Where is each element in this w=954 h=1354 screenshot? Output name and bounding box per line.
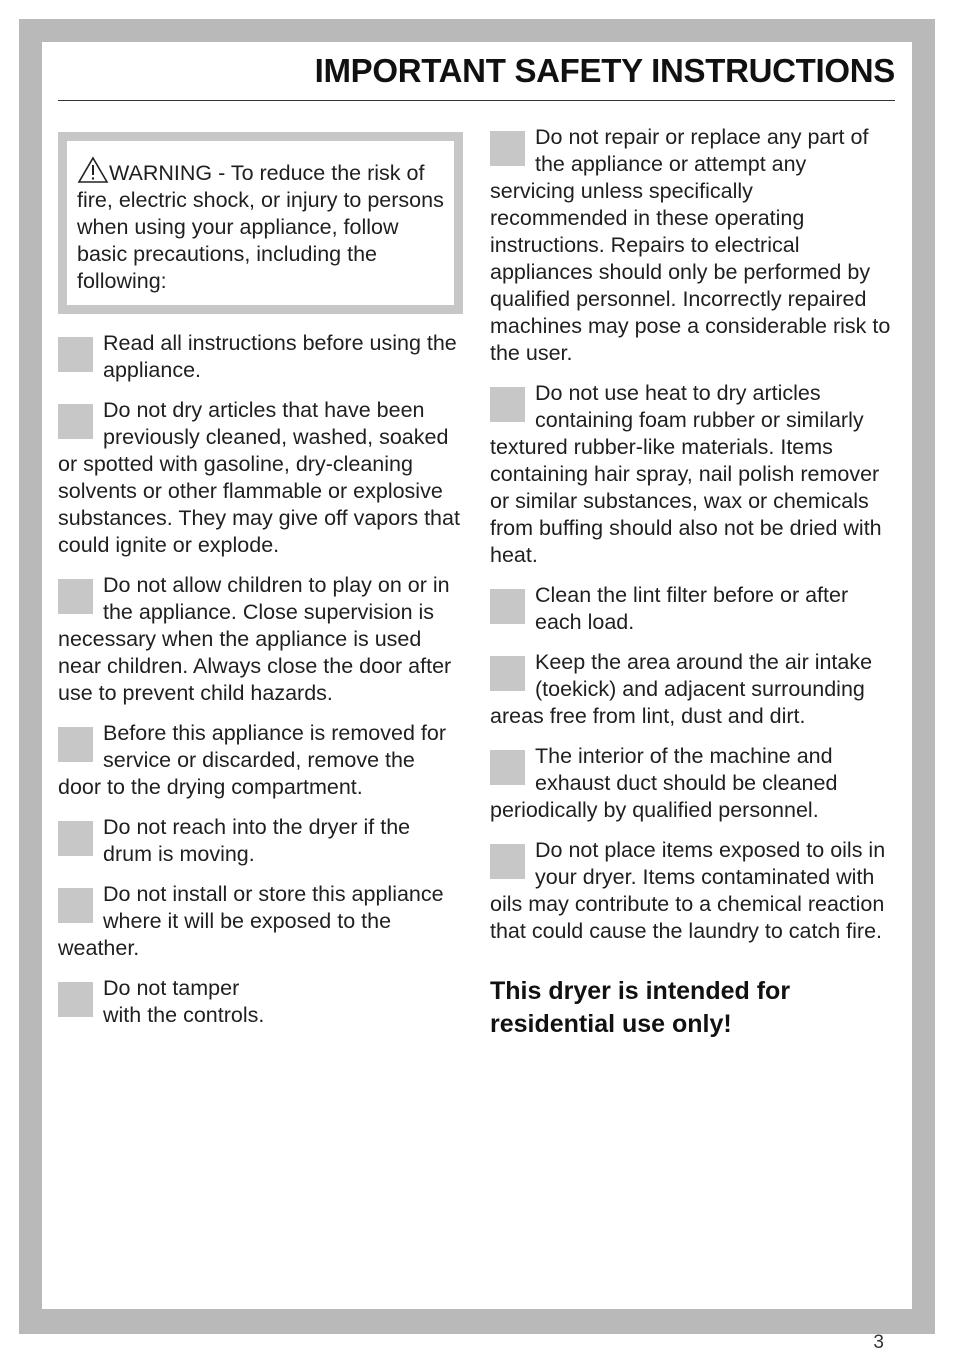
bullet-square-icon [490,589,525,624]
bullet-square-icon [58,888,93,923]
list-item: Do not allow children to play on or in the appliance. Close supervision is necessary when the appliance is used near children. Always close the door after use to prevent child hazards. [58,573,452,705]
warning-text: WARNING - To reduce the risk of fire, electric shock, or injury to persons when using your appliance, follow basic precautions, including the following: [77,161,444,293]
right-column [490,124,895,1041]
warning-text-block [67,141,454,305]
list-item: Do not tamper with the controls. [58,975,463,1029]
list-item: Keep the area around the air intake (toekick) and adjacent surrounding areas free from lint, dust and dirt. [490,650,873,728]
page-title: IMPORTANT SAFETY INSTRUCTIONS [314,52,895,89]
bullet-square-icon [490,656,525,691]
bullet-square-icon [490,131,525,166]
bullet-square-icon [58,579,93,614]
warning-triangle-icon [77,156,109,184]
list-item: Do not dry articles that have been previously cleaned, washed, soaked or spotted with gasoline, dry-cleaning solvents or other flammable or explosive substances. They may give off vapors that could ignite or explode. [58,398,460,557]
list-item: Do not reach into the dryer if the drum is moving. [58,814,463,868]
left-column [58,132,463,1042]
header-divider [58,100,895,101]
list-item: Do not repair or replace any part of the appliance or attempt any servicing unless specifically recommended in these operating instructions. Repairs to electrical appliances should only be performed by qualified personnel. Incorrectly repaired machines may pose a considerable risk to the user. [490,125,891,365]
residential-use-note: This dryer is intended for residential use only! [490,977,791,1038]
bullet-square-icon [58,337,93,372]
bullet-square-icon [58,727,93,762]
list-item: The interior of the machine and exhaust duct should be cleaned periodically by qualified personnel. [490,744,838,822]
list-item: Do not place items exposed to oils in your dryer. Items contaminated with oils may contribute to a chemical reaction that could cause the laundry to catch fire. [490,838,886,943]
bullet-square-icon [490,844,525,879]
warning-box [58,132,463,314]
page-number: 3 [873,1332,884,1353]
bullet-square-icon [58,404,93,439]
list-item: Do not install or store this appliance where it will be exposed to the weather. [58,882,444,960]
bullet-square-icon [58,821,93,856]
list-item: Clean the lint filter before or after each load. [490,582,895,636]
bullet-square-icon [490,750,525,785]
list-item: Read all instructions before using the appliance. [58,330,463,384]
document-page [42,42,912,1353]
bullet-square-icon [58,982,93,1017]
bullet-square-icon [490,387,525,422]
list-item: Do not use heat to dry articles containing foam rubber or similarly textured rubber-like materials. Items containing hair spray, nail polish remover or similar substances, wax or chemicals from buffing should also not be dried with heat. [490,381,882,567]
list-item: Before this appliance is removed for service or discarded, remove the door to the drying compartment. [58,721,446,799]
